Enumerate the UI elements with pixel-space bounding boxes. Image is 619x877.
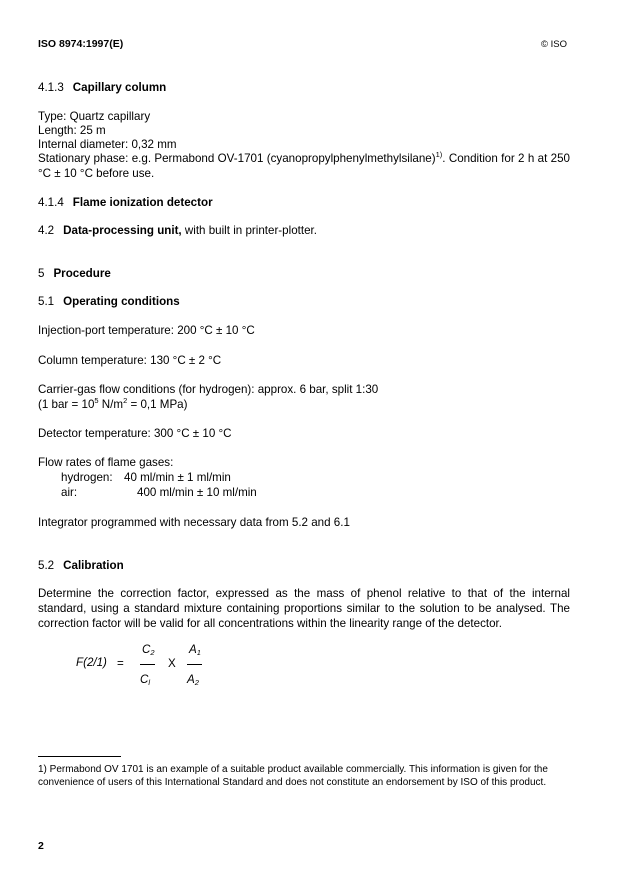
fraction-line-a [187,664,202,665]
stationary-phase [38,151,570,181]
heading-5 [38,266,111,281]
section-title: Flame ionization detector [72,196,213,209]
hydrogen-value: 40 ml/min ± 1 ml/min [124,471,231,484]
integrator-note: Integrator programmed with necessary data from 5.2 and 6.1 [38,516,350,529]
heading-5-1 [38,294,180,309]
section-title: Operating conditions [63,295,180,308]
formula-a1-letter: A [189,643,197,656]
section-title: Capillary column [72,81,167,94]
column-type: Type: Quartz capillary [38,110,151,123]
formula-c1-letter: C [140,673,149,686]
section-title: Procedure [53,267,111,280]
stationary-phase-condition: . Condition for 2 h at 250 °C ± 10 °C before use. [38,152,570,180]
section-number: 4.2 [38,224,55,237]
footnote-ref: 1) [435,150,443,159]
section-number: 5.2 [38,559,55,572]
formula-a1 [189,643,201,656]
stationary-phase-text: Stationary phase: e.g. Permabond OV-1701 (cyanopropylphenylmethylsilane) [38,152,436,165]
formula-c2 [142,643,155,656]
air-label: air: [61,486,78,499]
bar-conversion-a: (1 bar = 10 [38,398,95,411]
section-number: 4.1.3 [38,81,64,94]
section-title: Data-processing unit, [63,224,182,237]
carrier-gas-flow: Carrier-gas flow conditions (for hydrogen): approx. 6 bar, split 1:30 [38,383,379,396]
air-value: 400 ml/min ± 10 ml/min [137,486,257,499]
heading-5-2 [38,558,124,573]
section-rest: with built in printer-plotter. [181,224,317,237]
calibration-text: Determine the correction factor, expressed as the mass of phenol relative to that of the internal standard, using a standard mixture containing proportions similar to the solution to be analysed. The correction factor will be valid for all concentrations within the linearity range of the detector. [38,587,570,630]
formula-c1 [140,673,150,686]
formula-c1-sub: l [148,678,151,687]
flow-rates-title: Flow rates of flame gases: [38,456,174,469]
copyright-mark: © ISO [541,39,568,50]
footnote-rule [38,756,121,757]
formula-times: X [168,657,176,670]
formula-a1-sub: 1 [196,648,201,657]
exponent-5: 5 [94,396,99,405]
injection-temperature: Injection-port temperature: 200 °C ± 10 °C [38,324,255,337]
formula-a2 [187,673,199,686]
detector-temperature: Detector temperature: 300 °C ± 10 °C [38,427,232,440]
section-number: 4.1.4 [38,196,64,209]
formula-lhs: F(2/1) [76,656,107,669]
formula-c2-letter: C [142,643,151,656]
heading-4-1-4 [38,195,213,210]
section-title: Calibration [63,559,124,572]
exponent-2: 2 [123,396,128,405]
fraction-line-c [140,664,155,665]
formula-a2-letter: A [187,673,195,686]
formula-a2-sub: 2 [194,678,199,687]
page-number: 2 [38,840,44,852]
heading-4-2 [38,223,317,238]
bar-conversion-b: N/m [98,398,124,411]
column-temperature: Column temperature: 130 °C ± 2 °C [38,354,222,367]
section-number: 5.1 [38,295,55,308]
formula-equals: = [117,657,124,670]
heading-4-1-3 [38,80,166,95]
column-diameter: Internal diameter: 0,32 mm [38,138,177,151]
formula-c2-sub: 2 [150,648,155,657]
column-length: Length: 25 m [38,124,106,137]
standard-header: ISO 8974:1997(E) [38,38,124,50]
hydrogen-label: hydrogen: [61,471,113,484]
section-number: 5 [38,267,45,280]
footnote: 1) Permabond OV 1701 is an example of a suitable product available commercially. This information is given for the convenience of users of this International Standard and does not constitute an endorsement by ISO of this product. [38,764,548,788]
bar-conversion-c: = 0,1 MPa) [127,398,188,411]
bar-conversion [38,397,188,412]
